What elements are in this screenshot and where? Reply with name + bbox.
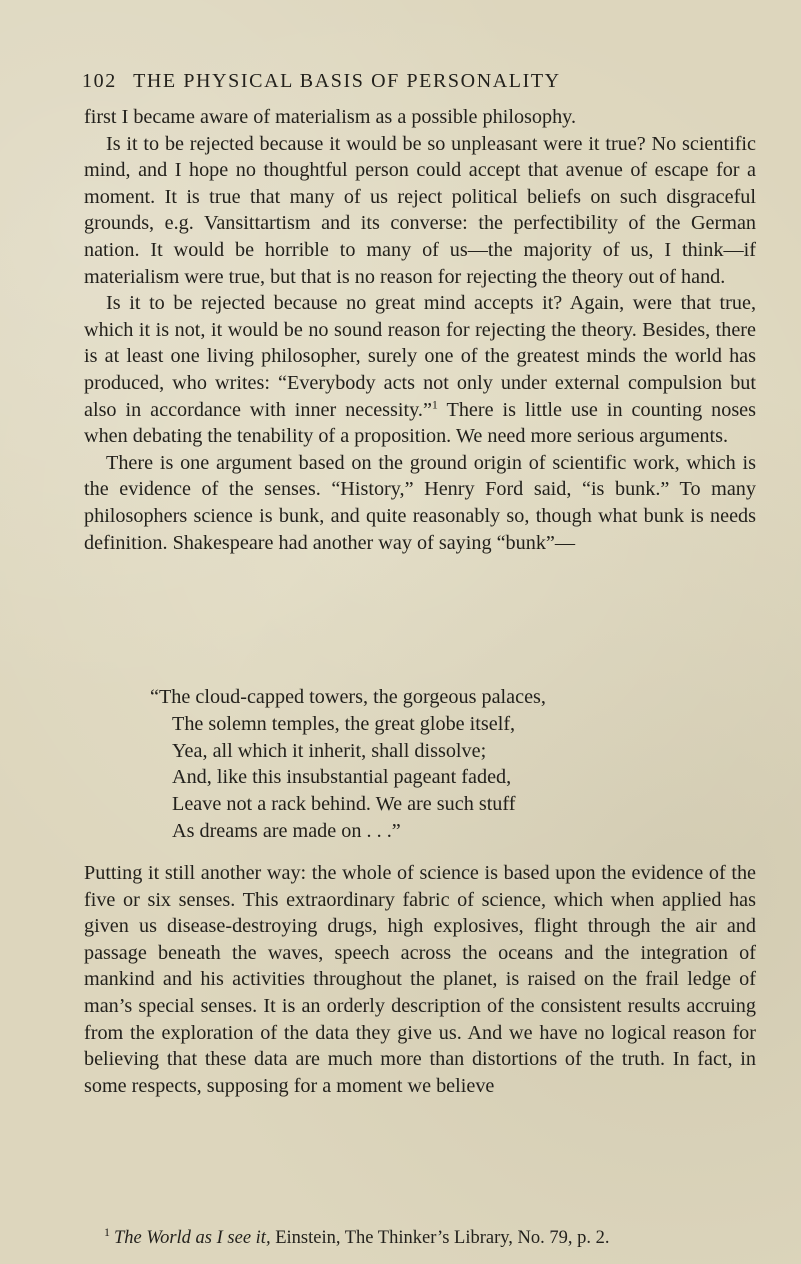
page-number: 102 — [82, 70, 117, 92]
paragraph-unpleasant: Is it to be rejected because it would be so unpleasant were it true? No scientific mind, and I hope no thoughtful person could accept that avenue of escape for a moment. It is true that many of us reject political beliefs on such disgraceful grounds, e.g. Vansittartism and its converse: the perfectibility of the German nation. It would be horrible to many of us—the majority of us, I think—if materialism were true, but that is no reason for rejecting the theory out of hand. — [84, 132, 756, 288]
footnote-mark: 1 — [104, 1225, 110, 1239]
quote-line: Yea, all which it inherit, shall dissolve; — [172, 739, 487, 762]
quote-line: And, like this insubstantial pageant faded, — [172, 766, 512, 789]
paragraph-einstein-text: Is it to be rejected because no great mind accepts it? Again, were that true, which it is not, it would be no sound reason for rejecting the theory. Besides, there is at least one living philosopher, surely one of the greatest minds the world has produced, who writes: “Everybody acts not only under external compulsion but also in accordance with inner necessity.” — [84, 292, 756, 421]
body-text-continued — [84, 860, 756, 1099]
quote-line: Leave not a rack behind. We are such stuff — [172, 793, 516, 816]
paragraph-einstein — [84, 290, 756, 450]
running-title: THE PHYSICAL BASIS OF PERSONALITY — [133, 70, 561, 92]
paragraph-closing: Putting it still another way: the whole of science is based upon the evidence of the five or six senses. This extraordinary fabric of science, which when applied has given us disease-destroying drugs, high explosives, flight through the air and passage beneath the waves, speech across the oceans and the integration of mankind and his activities throughout the planet, is raised on the frail ledge of man’s special senses. It is an orderly description of the consistent results accruing from the exploration of the data they give us. And we have no logical reason for believing that these data are much more than distortions of the truth. In fact, in some respects, supposing for a moment we believe — [84, 862, 756, 1097]
footnote-reference: 1 — [431, 396, 438, 411]
shakespeare-quote — [150, 684, 710, 845]
paragraph-einstein-text-after: There is little use in counting noses when debating the tenability of a proposition. We need more serious arguments. — [84, 398, 756, 448]
paragraph-continuation: first I became aware of materialism as a possible philosophy. — [84, 106, 577, 128]
footnote — [104, 1225, 764, 1249]
footnote-title: The World as I see it, — [114, 1228, 271, 1249]
body-text — [84, 104, 756, 556]
footnote-citation: Einstein, The Thinker’s Library, No. 79, p. 2. — [270, 1228, 610, 1249]
quote-line: “The cloud-capped towers, the gorgeous palaces, — [150, 686, 546, 708]
quote-line: The solemn temples, the great globe itself, — [172, 712, 516, 735]
quote-line: As dreams are made on . . .” — [172, 819, 401, 842]
paragraph-senses: There is one argument based on the ground origin of scientific work, which is the evidence of the senses. “History,” Henry Ford said, “is bunk.” To many philosophers science is bunk, and quite reasonably so, though what bunk is needs definition. Shakespeare had another way of saying “bunk”— — [84, 451, 756, 554]
running-head — [82, 70, 742, 93]
